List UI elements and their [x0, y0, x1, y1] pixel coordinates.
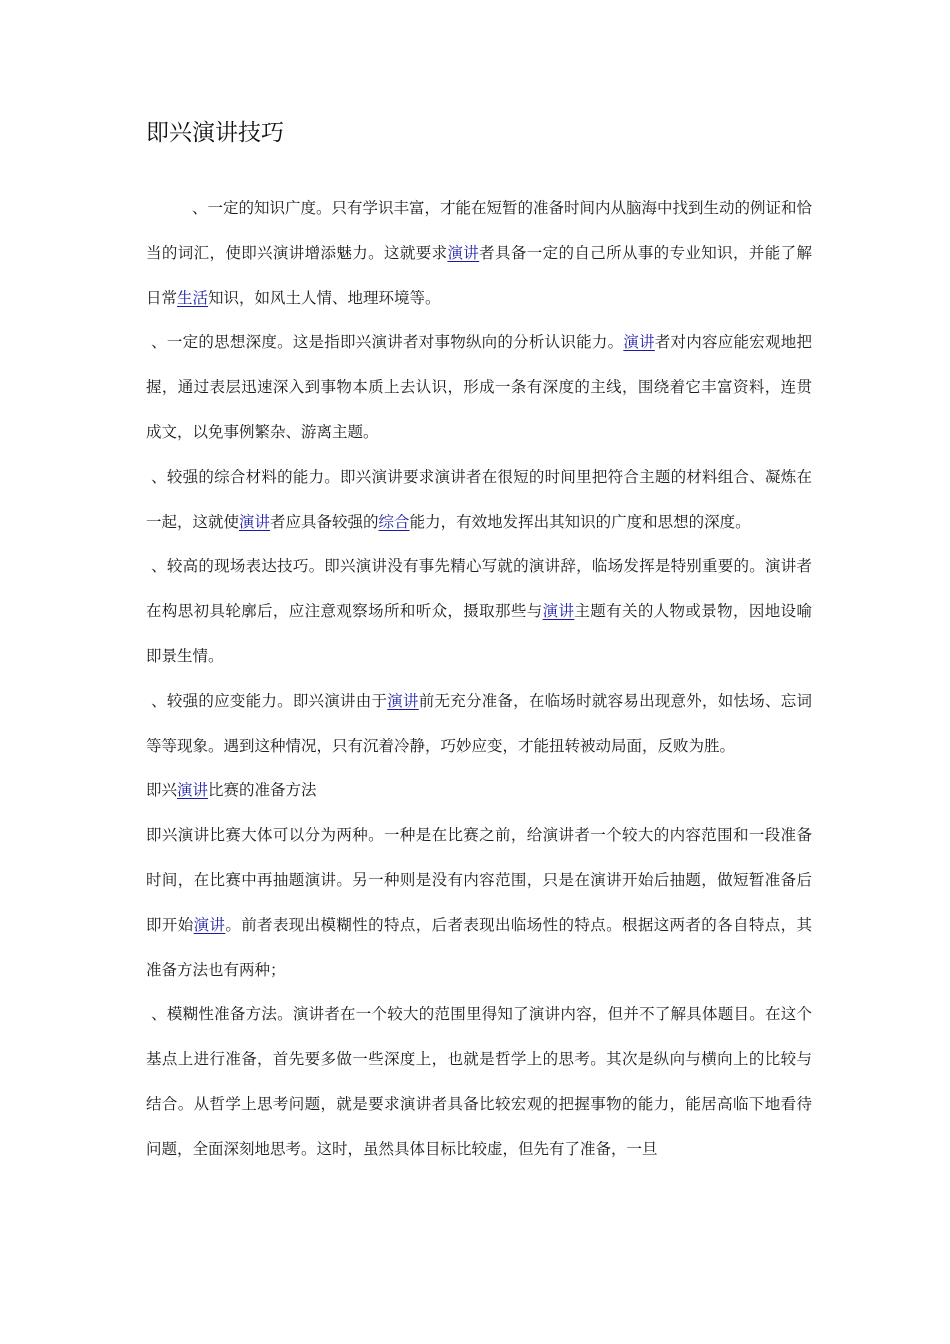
text-run: 、一定的知识广度。只有学识丰富，才能在短暂的准备时间内从脑海中找到生动的例证和恰当的词汇，使即兴演讲增添魅力。这就要求	[146, 199, 813, 262]
paragraph-knowledge-breadth	[146, 186, 812, 320]
paragraph-material-synthesis	[146, 455, 812, 545]
text-run: 前无充分准备，在临场时就容易出现意外，如怯场、忘词等等现象。遇到这种情况，只有沉着冷静，巧妙应变，才能扭转被动局面，反败为胜。	[146, 691, 812, 755]
hyperlink-yanjiang[interactable]: 演讲	[193, 915, 226, 934]
text-run: 者应具备较强的	[270, 512, 379, 531]
text-run: 知识，如风土人情、地理环境等。	[208, 288, 441, 307]
text-run: 、模糊性准备方法。演讲者在一个较大的范围里得知了演讲内容，但并不了解具体题目。在这个基点上进行准备，首先要多做一些深度上，也就是哲学上的思考。其次是纵向与横向上的比较与结合。从哲学上思考问题，就是要求演讲者具备比较宏观的把握事物的能力，能居高临下地看待问题，全面深刻地思考。这时，虽然具体目标比较虚，但先有了准备，一旦	[146, 1005, 812, 1158]
hyperlink-zonghe[interactable]: 综合	[378, 512, 410, 531]
text-run: 、较强的应变能力。即兴演讲由于	[151, 691, 388, 710]
text-run: 者对内容应能宏观地把握，通过表层迅速深入到事物本质上去认识，形成一条有深度的主线，围绕着它丰富资料，连贯成文，以免事例繁杂、游离主题。	[146, 333, 812, 441]
text-run: 、一定的思想深度。这是指即兴演讲者对事物纵向的分析认识能力。	[151, 333, 624, 352]
paragraph-competition-types	[146, 813, 812, 992]
paragraph-thought-depth	[146, 320, 812, 454]
text-run: 即兴	[146, 781, 178, 800]
text-run: 能力，有效地发挥出其知识的广度和思想的深度。	[409, 512, 751, 531]
text-run: 、较高的现场表达技巧。即兴演讲没有事先精心写就的演讲辞，临场发挥是特别重要的。演讲者在构思初具轮廓后，应注意观察场所和听众，摄取那些与	[146, 557, 812, 621]
document-title: 即兴演讲技巧	[146, 120, 284, 146]
hyperlink-shenghuo[interactable]: 生活	[177, 288, 209, 307]
text-run: 者具备一定的自己所从事的专业知识，并能了解日常	[146, 243, 812, 307]
text-run: 即兴演讲比赛大体可以分为两种。一种是在比赛之前，给演讲者一个较大的内容范围和一段准备时间，在比赛中再抽题演讲。另一种则是没有内容范围，只是在演讲开始后抽题，做短暂准备后即开始	[146, 826, 812, 934]
document-body	[146, 186, 812, 1172]
text-run: 主题有关的人物或景物，因地设喻即景生情。	[146, 602, 812, 665]
hyperlink-yanjiang[interactable]: 演讲	[177, 781, 209, 800]
hyperlink-yanjiang[interactable]: 演讲	[623, 333, 655, 352]
text-run: 。前者表现出模糊性的特点，后者表现出临场性的特点。根据这两者的各自特点，其准备方法也有两种；	[146, 915, 812, 979]
hyperlink-yanjiang[interactable]: 演讲	[239, 512, 271, 531]
text-run: 比赛的准备方法	[208, 781, 317, 800]
hyperlink-yanjiang[interactable]: 演讲	[447, 243, 480, 262]
paragraph-fuzzy-preparation	[146, 992, 812, 1171]
paragraph-expression-skill	[146, 544, 812, 678]
hyperlink-yanjiang[interactable]: 演讲	[387, 691, 419, 710]
text-run: 、较强的综合材料的能力。即兴演讲要求演讲者在很短的时间里把符合主题的材料组合、凝炼在一起，这就使	[146, 467, 812, 531]
paragraph-adaptability	[146, 679, 812, 769]
section-heading	[146, 768, 812, 813]
hyperlink-yanjiang[interactable]: 演讲	[542, 602, 575, 621]
